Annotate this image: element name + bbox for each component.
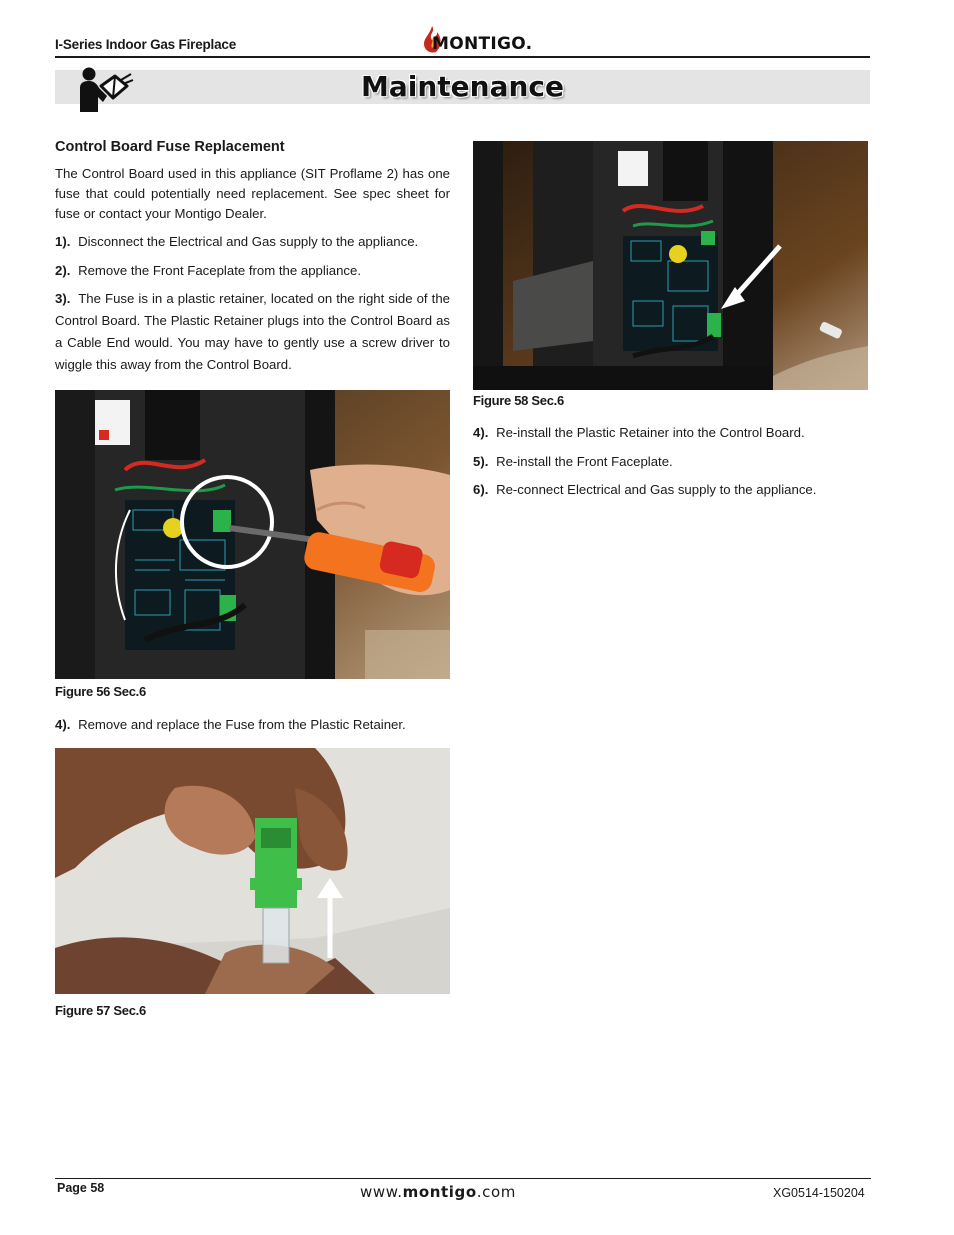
section-banner [55,70,870,104]
step-1: 1). Disconnect the Electrical and Gas supply to the appliance. [55,234,419,249]
reading-person-icon [77,66,137,114]
logo-wordmark: MONTIGO. [432,34,533,54]
footer-website[interactable]: www.montigo.com [360,1183,516,1201]
banner-title: Maintenance [360,70,564,103]
step-5-right: 5). Re-install the Front Faceplate. [473,454,673,469]
figure-56-photo [55,390,450,679]
document-code: XG0514-150204 [773,1186,865,1200]
step-3: 3). The Fuse is in a plastic retainer, located on the right side of the Control Board. The Plastic Retainer plugs into the Control Board as a Cable End would. You may have to gently use a screw driver to wiggle this away from the Control Board. [55,291,450,372]
figure-58-photo [473,141,868,390]
footer-rule [55,1178,871,1179]
step-2: 2). Remove the Front Faceplate from the appliance. [55,263,362,278]
step-4-right: 4). Re-install the Plastic Retainer into the Control Board. [473,425,805,440]
step-4-left: 4). Remove and replace the Fuse from the Plastic Retainer. [55,717,406,732]
document-title: I-Series Indoor Gas Fireplace [55,37,237,52]
montigo-logo [418,24,533,56]
step-6-right: 6). Re-connect Electrical and Gas supply to the appliance. [473,482,817,497]
header-rule [55,56,870,58]
figure-57-photo [55,748,450,994]
page-number: Page 58 [57,1181,105,1195]
figure-57-caption: Figure 57 Sec.6 [55,1003,146,1018]
intro-paragraph: The Control Board used in this appliance (SIT Proflame 2) has one fuse that could potentially need replacement. See spec sheet for fuse or contact your Montigo Dealer. [55,166,450,221]
section-heading: Control Board Fuse Replacement [55,139,285,155]
figure-58-caption: Figure 58 Sec.6 [473,393,564,408]
figure-56-caption: Figure 56 Sec.6 [55,684,146,699]
